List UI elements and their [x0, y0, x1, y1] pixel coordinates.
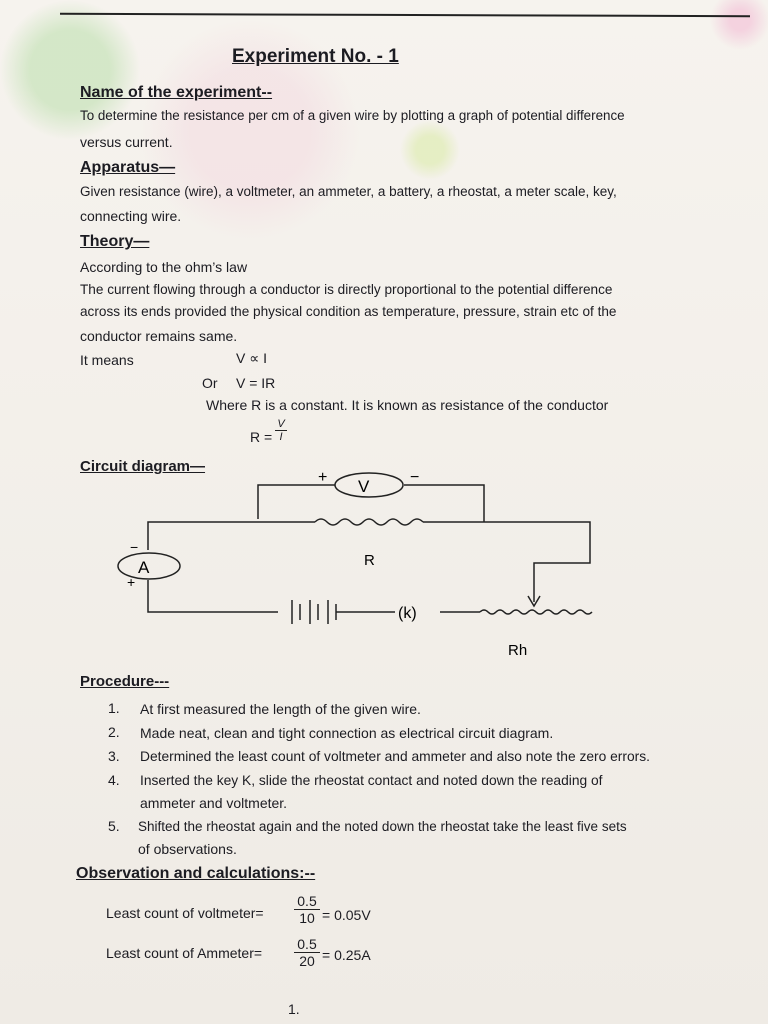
- ammeter-least-count-result: = 0.25A: [322, 947, 371, 963]
- ammeter-least-count-fraction: [294, 936, 320, 969]
- proportional-equation: V ∝ I: [236, 350, 268, 366]
- ammeter-label: A: [138, 558, 150, 577]
- procedure-step-number: 3.: [108, 748, 120, 764]
- theory-text-line1: According to the ohm’s law: [80, 259, 248, 275]
- ammeter-fraction-numerator: 0.5: [294, 936, 320, 953]
- procedure-step-text-continued: of observations.: [138, 841, 237, 857]
- theory-text-line4: conductor remains same.: [80, 328, 238, 344]
- ammeter-least-count-label: Least count of Ammeter=: [106, 945, 263, 961]
- voltmeter-left-wire: [258, 485, 335, 519]
- bottom-left-wire: [148, 580, 278, 612]
- it-means-label: It means: [80, 352, 134, 368]
- voltmeter-least-count-fraction: [294, 893, 320, 926]
- procedure-step-text: Made neat, clean and tight connection as electrical circuit diagram.: [140, 725, 554, 741]
- apparatus-text-line2: connecting wire.: [80, 208, 182, 224]
- procedure-step-number: 4.: [108, 772, 120, 788]
- observation-heading: Observation and calculations:--: [76, 865, 316, 882]
- or-label: Or: [202, 375, 218, 391]
- resistance-numerator: V: [275, 418, 287, 431]
- ohms-law-equation: V = IR: [236, 375, 276, 391]
- procedure-step-number: 5.: [108, 818, 120, 834]
- voltmeter-fraction-denominator: 10: [299, 910, 315, 926]
- ammeter-plus: +: [127, 574, 136, 590]
- procedure-step-number: 1.: [108, 700, 120, 716]
- name-text-line1: To determine the resistance per cm of a given wire by plotting a graph of potential difference: [80, 108, 625, 123]
- resistance-definition: Where R is a constant. It is known as resistance of the conductor: [206, 397, 609, 413]
- apparatus-text-line1: Given resistance (wire), a voltmeter, an ammeter, a battery, a rheostat, a meter scale, key,: [80, 184, 617, 199]
- theory-text-line3: across its ends provided the physical condition as temperature, pressure, strain etc of the: [80, 304, 617, 319]
- resistor-wire: [315, 519, 423, 525]
- name-heading: Name of the experiment--: [80, 84, 273, 101]
- rheostat-symbol: [480, 610, 592, 614]
- voltmeter-minus: −: [410, 469, 420, 486]
- procedure-step-text: Determined the least count of voltmeter and ammeter and also note the zero errors.: [140, 749, 650, 764]
- key-label: (k): [398, 605, 417, 622]
- voltmeter-fraction-numerator: 0.5: [294, 893, 320, 910]
- procedure-step-text-continued: ammeter and voltmeter.: [140, 795, 288, 811]
- procedure-heading: Procedure---: [80, 673, 170, 690]
- procedure-step-text: Inserted the key K, slide the rheostat contact and noted down the reading of: [140, 773, 603, 788]
- apparatus-heading: Apparatus—: [80, 159, 176, 176]
- voltmeter-least-count-result: = 0.05V: [322, 907, 371, 923]
- theory-text-line2: The current flowing through a conductor is directly proportional to the potential difference: [80, 282, 613, 297]
- procedure-step-text: Shifted the rheostat again and the noted down the rheostat take the least five sets: [138, 819, 627, 834]
- voltmeter-plus: +: [318, 469, 328, 486]
- battery-symbol: [292, 600, 336, 624]
- procedure-step-text: At first measured the length of the given wire.: [140, 701, 421, 717]
- resistance-equation-lhs: R =: [250, 429, 273, 445]
- voltmeter-right-wire: [404, 485, 484, 522]
- ammeter-minus: −: [130, 539, 139, 555]
- voltmeter-least-count-label: Least count of voltmeter=: [106, 905, 264, 921]
- voltmeter-label: V: [358, 477, 370, 496]
- procedure-step-number: 2.: [108, 724, 120, 740]
- top-right-wire: [423, 522, 590, 602]
- ammeter-fraction-denominator: 20: [299, 953, 315, 969]
- resistor-label: R: [364, 552, 375, 569]
- resistance-denominator: I: [279, 431, 283, 443]
- circuit-heading: Circuit diagram—: [80, 458, 206, 475]
- experiment-title: Experiment No. - 1: [232, 46, 399, 67]
- rheostat-label: Rh: [508, 642, 528, 659]
- top-left-wire: [148, 522, 315, 550]
- page-number: 1.: [288, 1001, 300, 1017]
- name-text-line2: versus current.: [80, 134, 173, 150]
- theory-heading: Theory—: [80, 233, 150, 250]
